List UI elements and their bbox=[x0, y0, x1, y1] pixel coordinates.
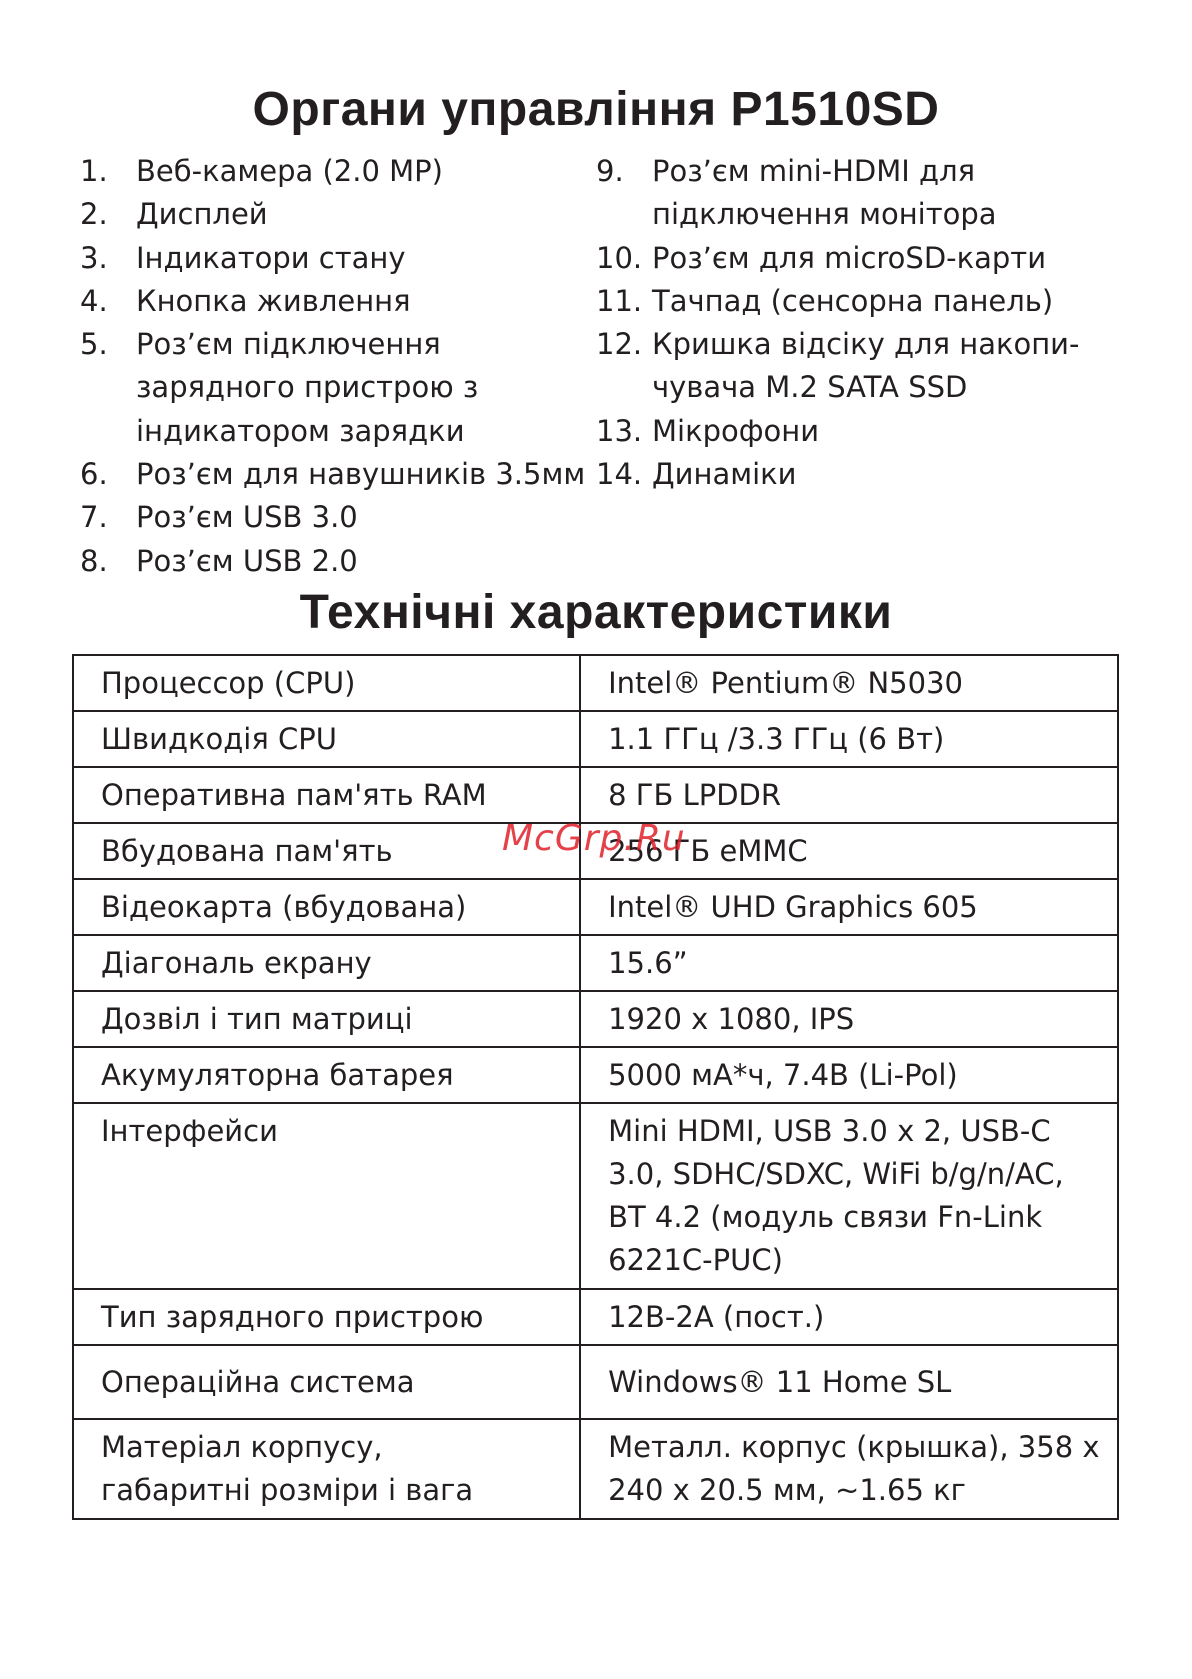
table-row bbox=[73, 991, 1118, 1047]
list-item bbox=[596, 410, 1116, 453]
spec-value: Intel® UHD Graphics 605 bbox=[580, 879, 1118, 935]
spec-value-line: BT 4.2 (модуль связи Fn-Link bbox=[608, 1200, 1043, 1234]
spec-label: Відеокарта (вбудована) bbox=[73, 879, 580, 935]
spec-label: Акумуляторна батарея bbox=[73, 1047, 580, 1103]
item-number: 6. bbox=[80, 457, 108, 492]
list-item bbox=[80, 540, 600, 583]
item-text: Індикатори стану bbox=[136, 240, 406, 275]
item-text: зарядного пристрою з bbox=[136, 370, 479, 405]
spec-label: Процессор (CPU) bbox=[73, 655, 580, 711]
list-item bbox=[80, 237, 600, 280]
item-text: Роз’єм підключення bbox=[136, 327, 441, 362]
item-number: 7. bbox=[80, 500, 108, 535]
item-number: 4. bbox=[80, 283, 108, 318]
item-number: 2. bbox=[80, 197, 108, 232]
table-row bbox=[73, 767, 1118, 823]
item-number: 13. bbox=[596, 413, 643, 448]
spec-value: 12В-2А (пост.) bbox=[580, 1289, 1118, 1345]
spec-label: Тип зарядного пристрою bbox=[73, 1289, 580, 1345]
spec-label: Вбудована пам'ять bbox=[73, 823, 580, 879]
list-item bbox=[596, 237, 1116, 280]
controls-list-left bbox=[80, 150, 600, 583]
item-number: 14. bbox=[596, 457, 643, 492]
list-item bbox=[80, 323, 600, 366]
item-text: Кнопка живлення bbox=[136, 283, 411, 318]
item-number: 8. bbox=[80, 543, 108, 578]
spec-value: 8 ГБ LPDDR bbox=[580, 767, 1118, 823]
item-number: 1. bbox=[80, 154, 108, 188]
spec-label bbox=[73, 1103, 580, 1289]
item-text: Роз’єм USB 3.0 bbox=[136, 500, 358, 535]
table-row bbox=[73, 1289, 1118, 1345]
spec-value bbox=[580, 1419, 1118, 1519]
specs-table bbox=[72, 654, 1119, 1520]
spec-value: 1.1 ГГц /3.3 ГГц (6 Вт) bbox=[580, 711, 1118, 767]
table-row bbox=[73, 655, 1118, 711]
table-row bbox=[73, 879, 1118, 935]
spec-value-line: 3.0, SDHC/SDXC, WiFi b/g/n/AC, bbox=[608, 1157, 1064, 1191]
item-text: Роз’єм для навушників 3.5мм bbox=[136, 457, 586, 492]
item-number: 3. bbox=[80, 240, 108, 275]
list-item bbox=[80, 150, 600, 193]
spec-label bbox=[73, 1419, 580, 1519]
list-item bbox=[596, 280, 1116, 323]
list-item bbox=[596, 453, 1116, 496]
item-text: Кришка відсіку для накопи- bbox=[652, 327, 1080, 362]
item-text: Роз’єм для microSD-карти bbox=[652, 240, 1047, 275]
item-text: Роз’єм mini-HDMI для bbox=[652, 154, 976, 188]
list-item-continuation bbox=[596, 366, 1116, 409]
spec-label: Швидкодія CPU bbox=[73, 711, 580, 767]
list-item bbox=[596, 323, 1116, 366]
watermark: McGrp.Ru bbox=[502, 818, 686, 859]
spec-value bbox=[580, 1103, 1118, 1289]
spec-value-line: 6221C-PUC) bbox=[608, 1243, 783, 1277]
item-number: 11. bbox=[596, 283, 643, 318]
spec-value-line: Металл. корпус (крышка), 358 x bbox=[608, 1430, 1100, 1464]
table-row bbox=[73, 1103, 1118, 1289]
spec-label: Дозвіл і тип матриці bbox=[73, 991, 580, 1047]
spec-value: 256 ГБ eMMC bbox=[580, 823, 1118, 879]
table-row bbox=[73, 711, 1118, 767]
list-item bbox=[80, 453, 600, 496]
item-text: Веб-камера (2.0 MP) bbox=[136, 154, 443, 188]
table-row bbox=[73, 1047, 1118, 1103]
item-text: індикатором зарядки bbox=[136, 413, 465, 448]
spec-label: Оперативна пам'ять RAM bbox=[73, 767, 580, 823]
table-row bbox=[73, 1419, 1118, 1519]
item-text: Тачпад (сенсорна панель) bbox=[652, 283, 1054, 318]
item-number: 9. bbox=[596, 154, 624, 188]
item-text: підключення монітора bbox=[652, 197, 997, 232]
spec-label-line: Інтерфейси bbox=[101, 1114, 278, 1148]
spec-value: Intel® Pentium® N5030 bbox=[580, 655, 1118, 711]
controls-title: Органи управління P1510SD bbox=[252, 83, 940, 136]
item-text: Мікрофони bbox=[652, 413, 820, 448]
specs-title: Технічні характеристики bbox=[299, 586, 893, 639]
table-row bbox=[73, 935, 1118, 991]
spec-value: 15.6” bbox=[580, 935, 1118, 991]
item-text: Динаміки bbox=[652, 457, 797, 492]
list-item bbox=[80, 496, 600, 539]
item-number: 10. bbox=[596, 240, 643, 275]
spec-label-line: Матеріал корпусу, bbox=[101, 1430, 383, 1464]
item-number: 12. bbox=[596, 327, 643, 362]
item-number: 5. bbox=[80, 327, 108, 362]
spec-value: 5000 мА*ч, 7.4В (Li-Pol) bbox=[580, 1047, 1118, 1103]
spec-value: Windows® 11 Home SL bbox=[580, 1345, 1118, 1419]
item-text: Дисплей bbox=[136, 197, 268, 232]
list-item-continuation bbox=[596, 193, 1116, 236]
spec-value-line: 240 x 20.5 мм, ~1.65 кг bbox=[608, 1473, 966, 1507]
spec-label-line: габаритні розміри і вага bbox=[101, 1473, 474, 1507]
spec-value: 1920 x 1080, IPS bbox=[580, 991, 1118, 1047]
table-row bbox=[73, 1345, 1118, 1419]
list-item-continuation bbox=[80, 410, 600, 453]
spec-label: Діагональ екрану bbox=[73, 935, 580, 991]
list-item bbox=[80, 193, 600, 236]
list-item bbox=[596, 150, 1116, 193]
item-text: Роз’єм USB 2.0 bbox=[136, 543, 358, 578]
spec-value-line: Mini HDMI, USB 3.0 x 2, USB-C bbox=[608, 1114, 1051, 1148]
item-text: чувача M.2 SATA SSD bbox=[652, 370, 968, 405]
spec-label: Операційна система bbox=[73, 1345, 580, 1419]
list-item bbox=[80, 280, 600, 323]
list-item-continuation bbox=[80, 366, 600, 409]
controls-list-right bbox=[596, 150, 1116, 496]
